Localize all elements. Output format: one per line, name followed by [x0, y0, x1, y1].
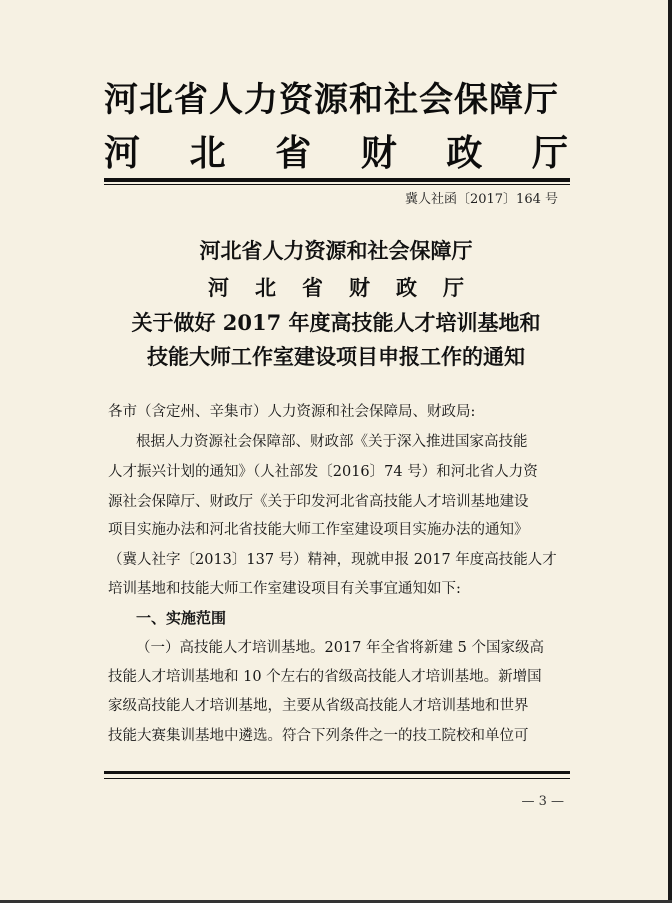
title-char: 财 [349, 275, 370, 300]
issuer-name-2 [104, 128, 568, 172]
title-char: 北 [255, 275, 276, 300]
title-line-3: 关于做好 2017 年度高技能人才培训基地和 [131, 310, 541, 335]
body-line: 技能人才培训基地和 10 个左右的省级高技能人才培训基地。新增国 [108, 669, 542, 685]
title-char: 厅 [443, 275, 464, 300]
issuer-char: 省 [275, 131, 312, 174]
body-line: 根据人力资源社会保障部、财政部《关于深入推进国家高技能 [136, 434, 528, 450]
footer-rule-thick [104, 771, 570, 774]
title-char: 政 [396, 275, 417, 300]
page-number: — 3 — [521, 794, 564, 809]
body-line: 家级高技能人才培训基地，主要从省级高技能人才培训基地和世界 [108, 698, 529, 714]
body-line: 培训基地和技能大师工作室建设项目有关事宜通知如下: [108, 581, 461, 597]
body-line: 项目实施办法和河北省技能大师工作室建设项目实施办法的通知》 [108, 522, 529, 538]
salutation: 各市（含定州、辛集市）人力资源和社会保障局、财政局: [108, 404, 476, 420]
body-line: （一）高技能人才培训基地。2017 年全省将新建 5 个国家级高 [136, 640, 544, 656]
issuer-char: 北 [189, 131, 226, 174]
issuer-char: 河 [104, 131, 141, 174]
issuer-char: 厅 [531, 131, 568, 174]
body-line: （冀人社字〔2013〕137 号）精神，现就申报 2017 年度高技能人才 [108, 552, 557, 568]
issuer-char: 财 [360, 131, 397, 174]
header-rule-thick [104, 178, 570, 182]
footer-rule-thin [104, 778, 570, 779]
body-line: 技能大赛集训基地中遴选。符合下列条件之一的技工院校和单位可 [108, 728, 529, 744]
title-char: 河 [208, 275, 229, 300]
header-rule-thin [104, 184, 570, 185]
issuer-name-1: 河北省人力资源和社会保障厅 [104, 80, 559, 120]
document-number: 冀人社函〔2017〕164 号 [404, 192, 558, 207]
body-line: 源社会保障厅、财政厅《关于印发河北省高技能人才培训基地建设 [108, 494, 529, 510]
body-line: 人才振兴计划的通知》（人社部发〔2016〕74 号）和河北省人力资 [108, 464, 538, 480]
title-line-4: 技能大师工作室建设项目申报工作的通知 [147, 344, 525, 369]
title-line-1: 河北省人力资源和社会保障厅 [199, 238, 473, 263]
title-char: 省 [302, 275, 323, 300]
section-heading: 一、实施范围 [136, 609, 227, 627]
scan-edge-right [668, 0, 672, 903]
title-line-2 [208, 272, 464, 302]
issuer-char: 政 [446, 131, 483, 174]
